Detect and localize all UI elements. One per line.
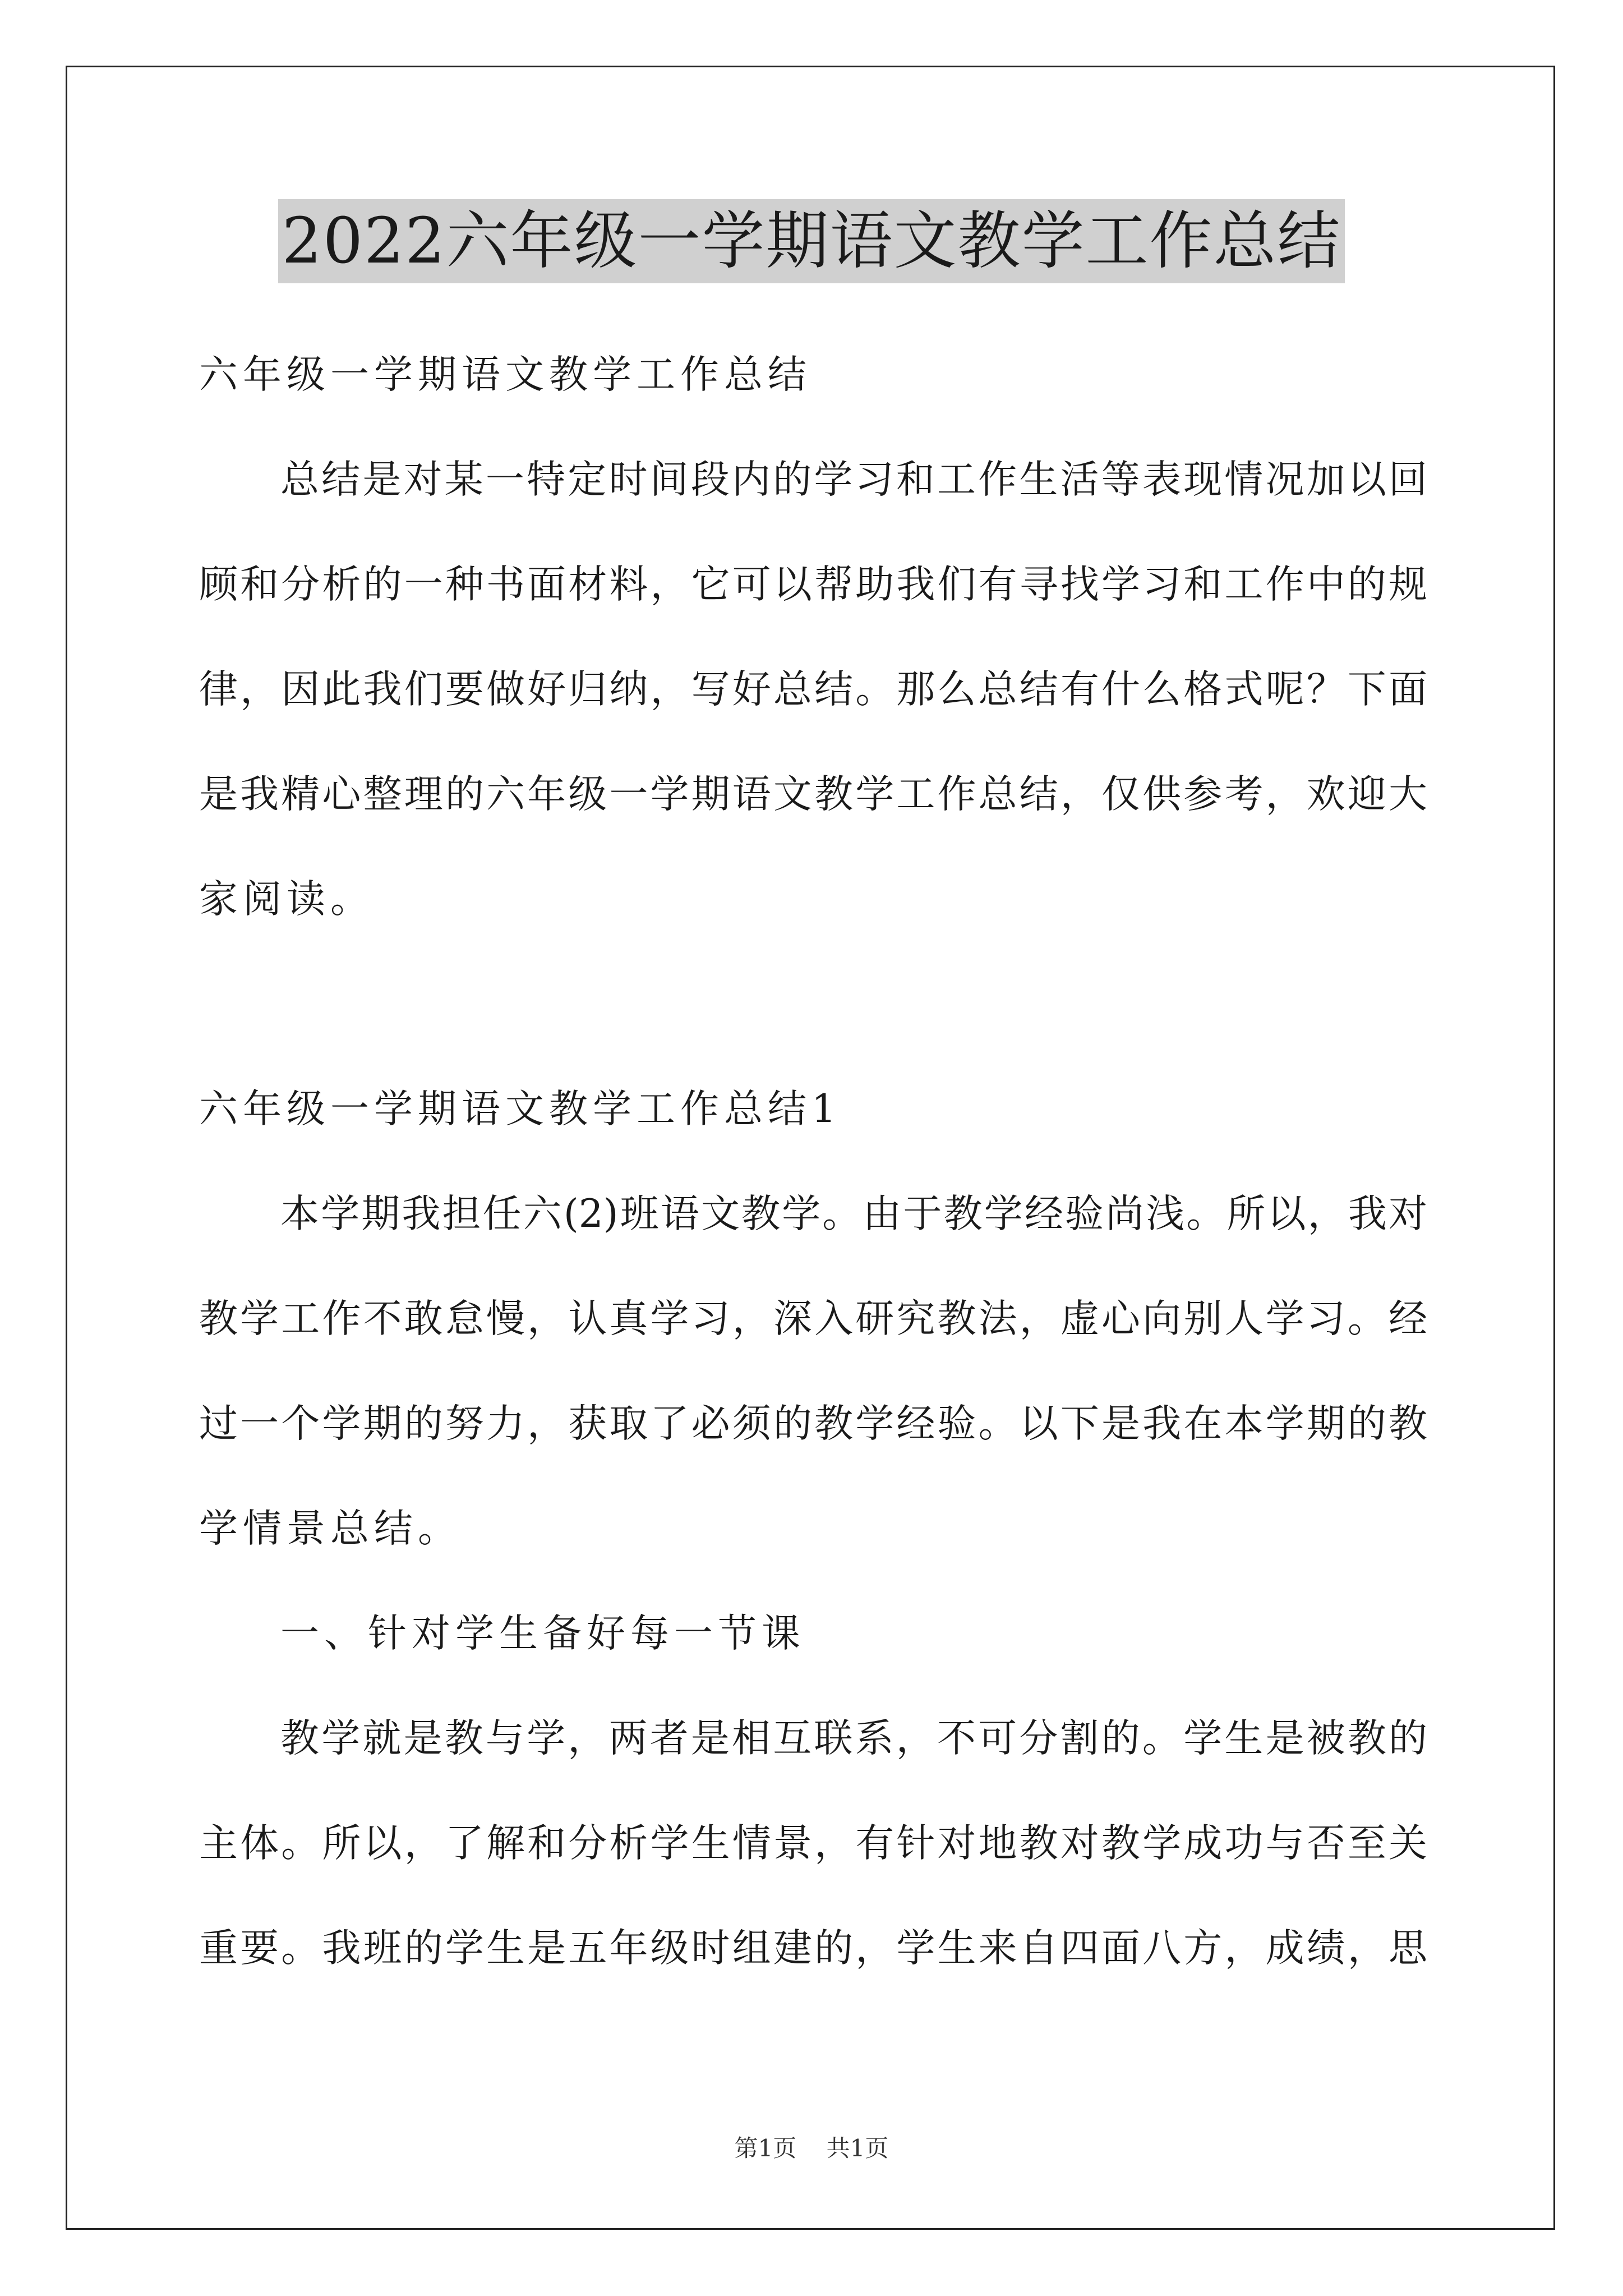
section-heading: 六年级一学期语文教学工作总结1 (199, 1087, 841, 1131)
page-footer (0, 2132, 1623, 2165)
page-total: 共1页 (826, 2134, 889, 2162)
subheading: 一、针对学生备好每一节课 (280, 1611, 805, 1656)
body-line: 教学工作不敢怠慢，认真学习，深入研究教法，虚心向别人学习。经 (199, 1296, 1427, 1341)
body-line: 主体。所以，了解和分析学生情景，有针对地教对教学成功与否至关 (199, 1821, 1427, 1866)
body-line: 顾和分析的一种书面材料，它可以帮助我们有寻找学习和工作中的规 (199, 562, 1427, 607)
body-line: 重要。我班的学生是五年级时组建的，学生来自四面八方，成绩，思 (199, 1926, 1427, 1971)
body-line: 本学期我担任六(2)班语文教学。由于教学经验尚浅。所以，我对 (280, 1191, 1427, 1236)
body-line: 总结是对某一特定时间段内的学习和工作生活等表现情况加以回 (280, 457, 1427, 502)
body-line: 律，因此我们要做好归纳，写好总结。那么总结有什么格式呢？下面 (199, 667, 1427, 712)
document-title: 2022六年级一学期语文教学工作总结 (278, 199, 1344, 283)
body-line: 是我精心整理的六年级一学期语文教学工作总结，仅供参考，欢迎大 (199, 772, 1427, 817)
body-line: 教学就是教与学，两者是相互联系，不可分割的。学生是被教的 (280, 1716, 1427, 1761)
body-line: 过一个学期的努力，获取了必须的教学经验。以下是我在本学期的教 (199, 1401, 1427, 1446)
page-number: 第1页 (734, 2134, 797, 2162)
subtitle: 六年级一学期语文教学工作总结 (199, 352, 811, 397)
title-wrap (0, 199, 1623, 283)
document-body (199, 349, 1427, 2027)
paragraph-gap (199, 978, 1427, 1083)
body-line: 家阅读。 (199, 877, 374, 922)
body-line: 学情景总结。 (199, 1506, 462, 1551)
